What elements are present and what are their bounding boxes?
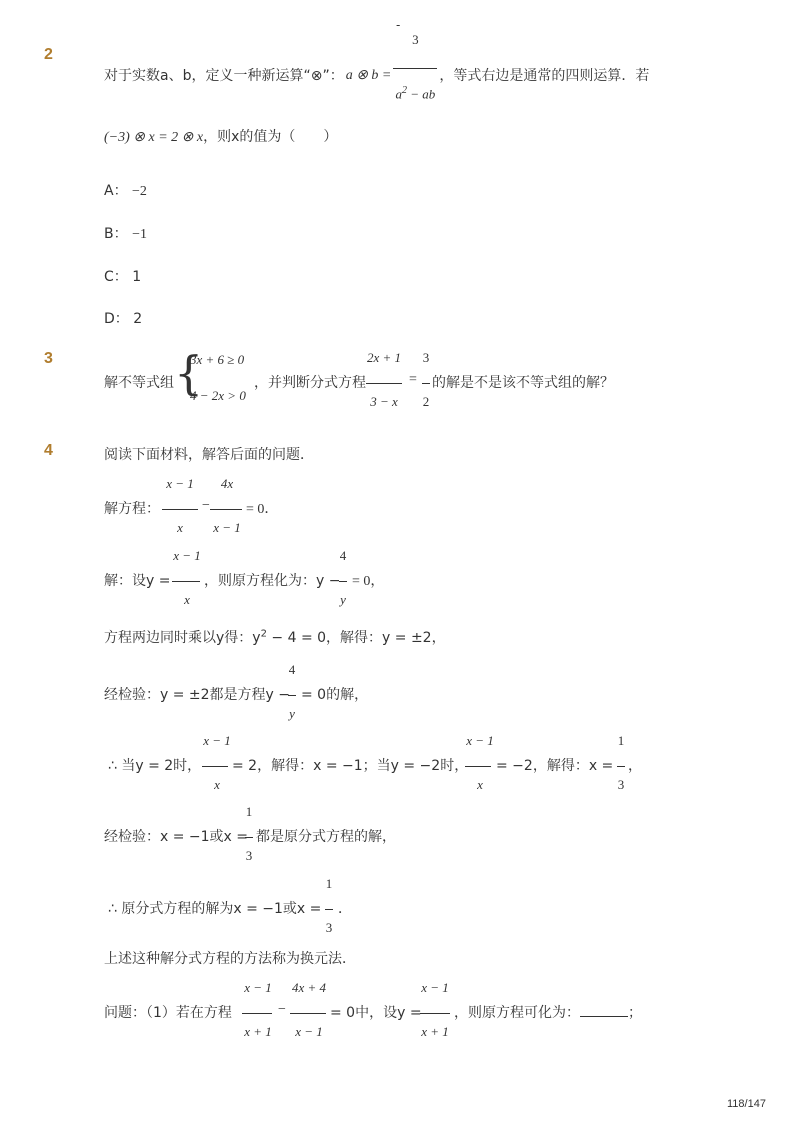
numerator: 4 bbox=[288, 662, 296, 677]
numerator: x − 1 bbox=[244, 980, 272, 995]
fraction-bar bbox=[290, 1013, 326, 1014]
question-number-2: 2 bbox=[44, 46, 53, 63]
q4-l5-a: ∴ 当y = 2时， bbox=[108, 758, 202, 774]
q2-def-denominator bbox=[396, 69, 436, 104]
denominator: x bbox=[184, 592, 190, 607]
q2-line2-math: (−3) ⊗ x = 2 ⊗ x bbox=[104, 130, 204, 145]
numerator: x − 1 bbox=[421, 980, 449, 995]
q2-def-lhs: a ⊗ b = bbox=[345, 67, 392, 83]
q4-l9-fraction-2 bbox=[290, 980, 328, 1040]
q2-text-2: ，等式右边是通常的四则运算．若 bbox=[439, 68, 650, 85]
denominator: x − 1 bbox=[295, 1024, 323, 1039]
fraction-bar bbox=[210, 509, 242, 510]
den-exponent: 2 bbox=[402, 85, 407, 96]
q4-l3 bbox=[104, 627, 446, 647]
q2-def-numerator: 3 bbox=[412, 32, 419, 47]
l3-text-b: − 4 = 0，解得：y = ±2， bbox=[266, 630, 446, 646]
q3-inequality-2: 4 − 2x > 0 bbox=[190, 388, 246, 403]
denominator: x bbox=[214, 777, 220, 792]
q3-lhs-numerator: 2x + 1 bbox=[366, 350, 402, 365]
option-label: B： bbox=[104, 226, 128, 242]
q4-l9-b: = 0中，设y = bbox=[330, 1005, 422, 1021]
numerator: 4 bbox=[339, 548, 347, 563]
answer-blank[interactable] bbox=[580, 1004, 628, 1017]
q3-equals: = bbox=[409, 372, 417, 387]
q4-l6-fraction bbox=[243, 804, 255, 864]
option-d[interactable] bbox=[104, 308, 142, 328]
page-number: 118/147 bbox=[727, 1098, 766, 1110]
den-b: − ab bbox=[407, 86, 436, 102]
option-value: −1 bbox=[132, 227, 147, 242]
q4-l6-b: 都是原分式方程的解， bbox=[256, 829, 396, 845]
fraction-bar bbox=[245, 837, 253, 838]
q4-l2-tail: = 0， bbox=[352, 574, 385, 589]
option-value: 1 bbox=[132, 269, 142, 285]
numerator: x − 1 bbox=[166, 476, 194, 491]
q4-l7-b: ． bbox=[338, 901, 352, 917]
q2-definition-line bbox=[104, 32, 650, 104]
q3-rhs-fraction bbox=[421, 350, 431, 410]
q3-suffix: 的解是不是该不等式组的解？ bbox=[432, 375, 614, 391]
question-number-3: 3 bbox=[44, 350, 53, 367]
q4-l2-fraction-2 bbox=[337, 548, 349, 608]
denominator: y bbox=[289, 706, 295, 721]
q4-l7-fraction bbox=[323, 876, 335, 936]
q4-l1-fraction-1 bbox=[162, 476, 198, 536]
option-b[interactable] bbox=[104, 223, 147, 243]
fraction-bar bbox=[325, 909, 333, 910]
q2-line2-text: ，则x的值为（ ） bbox=[203, 129, 338, 145]
q4-l9-c bbox=[454, 1002, 642, 1022]
numerator: x − 1 bbox=[173, 548, 201, 563]
q3-rhs-numerator: 3 bbox=[422, 350, 430, 365]
q4-l9-fraction-3 bbox=[418, 980, 452, 1040]
fraction-bar bbox=[465, 766, 491, 767]
option-label: D： bbox=[104, 311, 129, 327]
den-a: a bbox=[395, 86, 402, 102]
denominator: x + 1 bbox=[244, 1024, 272, 1039]
numerator: 4x + 4 bbox=[291, 980, 327, 995]
q4-l5-d: ， bbox=[628, 758, 642, 774]
numerator: 1 bbox=[325, 876, 333, 891]
denominator: y bbox=[340, 592, 346, 607]
q4-l5-fraction-3 bbox=[615, 733, 627, 793]
option-label: A： bbox=[104, 183, 128, 199]
denominator: x + 1 bbox=[421, 1024, 449, 1039]
q4-l1-minus: − bbox=[202, 498, 210, 513]
q3-lhs-denominator: 3 − x bbox=[370, 394, 398, 409]
fraction-bar bbox=[422, 383, 430, 384]
fraction-bar bbox=[162, 509, 198, 510]
q4-l8: 上述这种解分式方程的方法称为换元法． bbox=[104, 951, 356, 967]
q4-intro: 阅读下面材料，解答后面的问题． bbox=[104, 447, 314, 463]
fraction-bar bbox=[202, 766, 228, 767]
q3-inequality-1: 3x + 6 ≥ 0 bbox=[190, 352, 245, 367]
option-label: C： bbox=[104, 269, 128, 285]
numerator: 1 bbox=[245, 804, 253, 819]
q4-l2-prefix: 解：设y = bbox=[104, 573, 171, 589]
q2-line-2 bbox=[104, 126, 337, 146]
l9-text-c: ，则原方程可化为： bbox=[454, 1005, 580, 1021]
fraction-bar bbox=[339, 581, 347, 582]
q4-l9-a: 问题：（1）若在方程 bbox=[104, 1005, 232, 1021]
q3-rhs-denominator: 2 bbox=[422, 394, 430, 409]
q4-l2-fraction-1 bbox=[172, 548, 202, 608]
option-value: −2 bbox=[132, 184, 147, 199]
option-value: 2 bbox=[133, 311, 143, 327]
q3-lhs-fraction bbox=[366, 350, 402, 410]
fraction-bar bbox=[242, 1013, 272, 1014]
q4-l1-fraction-2 bbox=[210, 476, 244, 536]
denominator: 3 bbox=[325, 920, 333, 935]
q4-l5-fraction-1 bbox=[202, 733, 232, 793]
l3-exponent: 2 bbox=[260, 628, 267, 640]
l9-text-d: ； bbox=[628, 1005, 642, 1021]
q4-l5-b: = 2，解得：x = −1；当y = −2时， bbox=[232, 758, 469, 774]
denominator: x bbox=[177, 520, 183, 535]
numerator: 1 bbox=[617, 733, 625, 748]
q4-l9-minus: − bbox=[278, 1002, 286, 1017]
fraction-bar bbox=[172, 581, 200, 582]
denominator: 3 bbox=[245, 848, 253, 863]
brace-icon: { bbox=[174, 346, 204, 400]
option-c[interactable] bbox=[104, 266, 141, 286]
q2-def-fraction bbox=[393, 30, 437, 104]
q4-l1-prefix: 解方程： bbox=[104, 501, 160, 517]
numerator: x − 1 bbox=[466, 733, 494, 748]
header-mark: - bbox=[396, 18, 401, 32]
denominator: x bbox=[477, 777, 483, 792]
fraction-bar bbox=[617, 766, 625, 767]
q4-l4-tail: = 0的解， bbox=[301, 687, 369, 703]
q4-l4-fraction bbox=[286, 662, 298, 722]
q4-l9-fraction-1 bbox=[242, 980, 274, 1040]
numerator: x − 1 bbox=[203, 733, 231, 748]
fraction-bar bbox=[288, 695, 296, 696]
q4-l1-tail: = 0． bbox=[246, 502, 279, 517]
q4-l7-a: ∴ 原分式方程的解为x = −1或x = bbox=[108, 901, 322, 917]
question-number-4: 4 bbox=[44, 442, 53, 459]
q4-l5-fraction-2 bbox=[465, 733, 495, 793]
fraction-bar bbox=[420, 1013, 450, 1014]
l3-text-a: 方程两边同时乘以y得：y bbox=[104, 630, 261, 646]
q4-l6-a: 经检验：x = −1或x = bbox=[104, 829, 249, 845]
q4-l4-prefix: 经检验：y = ±2都是方程y − bbox=[104, 687, 291, 703]
q3-middle: ，并判断分式方程 bbox=[254, 375, 366, 391]
denominator: x − 1 bbox=[213, 520, 241, 535]
option-a[interactable] bbox=[104, 180, 147, 200]
denominator: 3 bbox=[617, 777, 625, 792]
q4-l2-mid: ，则原方程化为：y − bbox=[204, 573, 341, 589]
q3-prefix: 解不等式组 bbox=[104, 375, 174, 391]
q2-text-1: 对于实数a、b，定义一种新运算“⊗”： bbox=[104, 68, 344, 85]
numerator: 4x bbox=[220, 476, 234, 491]
fraction-bar bbox=[366, 383, 402, 384]
q4-l5-c: = −2，解得：x = bbox=[496, 758, 614, 774]
